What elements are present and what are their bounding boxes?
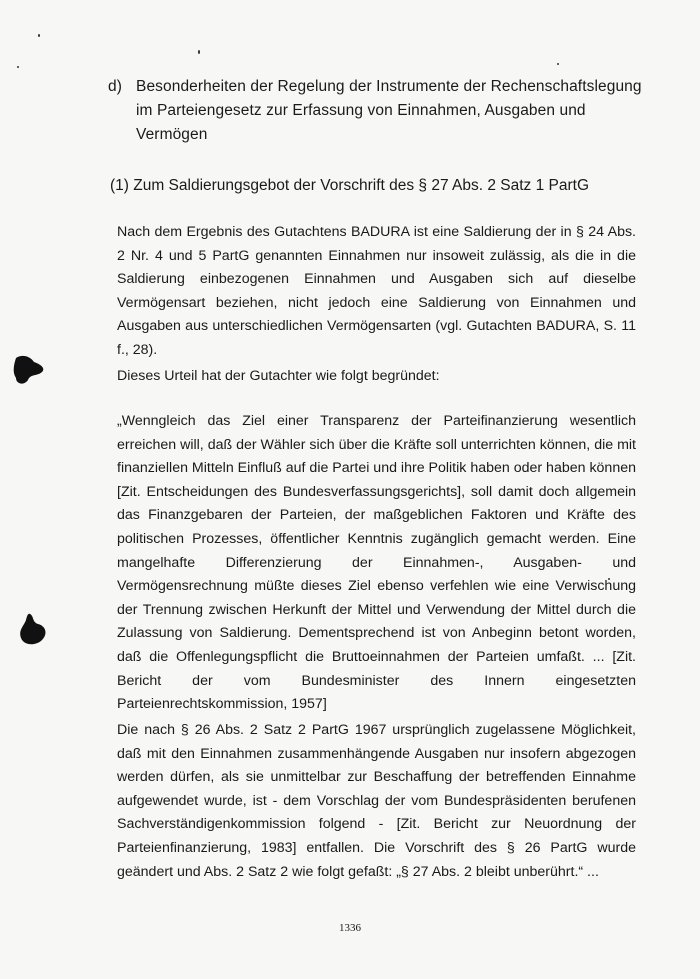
page-number: 1336 bbox=[339, 922, 361, 934]
scan-speck bbox=[198, 50, 200, 54]
punch-hole-mark-icon bbox=[18, 612, 48, 648]
punch-hole-mark-icon bbox=[12, 352, 46, 388]
body-paragraph: Nach dem Ergebnis des Gutachtens BADURA ist eine Saldierung der in § 24 Abs. 2 Nr. 4 und 5 PartG genannten Einnahmen nur insoweit zulässig, als die in die Saldierung einbezogenen Einnahmen und Ausgaben sich auf dieselbe Vermögensart beziehen, nicht jedoch eine Saldierung von Einnahmen und Ausgaben aus unterschiedlichen Vermögensarten (vgl. Gutachten BADURA, S. 11 f., 28). bbox=[117, 224, 636, 358]
quotation-paragraph: „Wenngleich das Ziel einer Transparenz der Parteifinanzierung wesentlich erreichen will, daß der Wähler sich über die Kräfte soll unterrichten können, die mit finanziellen Mitteln Einfluß auf die Partei und ihre Politik haben oder haben können [Zit. Entscheidungen des Bundesverfassungsgerichts], soll damit doch allgemein das Finanzgebaren der Parteien, der maßgeblichen Faktoren und Kräfte des politischen Prozesses, öffentlicher Kenntnis zugänglich gemacht werden. Eine mangelhafte Differenzierung der Einnahmen-, Ausgaben- und Vermögensrechnung müßte dieses Ziel ebenso verfehlen wie eine Verwischung der Trennung zwischen Herkunft der Mittel und Verwendung der Mittel durch die Zulassung von Saldierung. Dementsprechend ist von Anbeginn betont worden, daß die Offenlegungspflicht die Bruttoeinnahmen der Parteien umfaßt. ... [Zit. Bericht der vom Bundesminister des Innern eingesetzten Parteienrechtskommission, 1957] bbox=[117, 413, 636, 713]
scan-speck bbox=[557, 63, 559, 65]
body-paragraph: Dieses Urteil hat der Gutachter wie folgt begründet: bbox=[117, 368, 440, 384]
body-paragraph: Die nach § 26 Abs. 2 Satz 2 PartG 1967 ursprünglich zugelassene Möglichkeit, daß mit den Einnahmen zusammenhängende Ausgaben nur insofern abgezogen werden dürfen, als sie unmittelbar zur Beschaffung der betreffenden Einnahme aufgewendet wurde, ist - dem Vorschlag der vom Bundespräsidenten berufenen Sachverständigenkommission folgend - [Zit. Bericht zur Neuordnung der Parteienfinanzierung, 1983] entfallen. Die Vorschrift des § 26 PartG wurde geändert und Abs. 2 Satz 2 wie folgt gefaßt: „§ 27 Abs. 2 bleibt unberührt.“ ... bbox=[117, 722, 636, 880]
scan-speck bbox=[17, 66, 19, 68]
section-heading-text: Besonderheiten der Regelung der Instrumente der Rechenschaftslegung im Parteiengesetz zur Erfassung von Einnahmen, Ausgaben und Vermögen bbox=[136, 78, 642, 143]
section-heading-marker: d) bbox=[108, 78, 122, 95]
subsection-heading: (1) Zum Saldierungsgebot der Vorschrift des § 27 Abs. 2 Satz 1 PartG bbox=[110, 177, 590, 194]
scan-speck bbox=[38, 34, 40, 37]
section-heading bbox=[108, 75, 648, 147]
